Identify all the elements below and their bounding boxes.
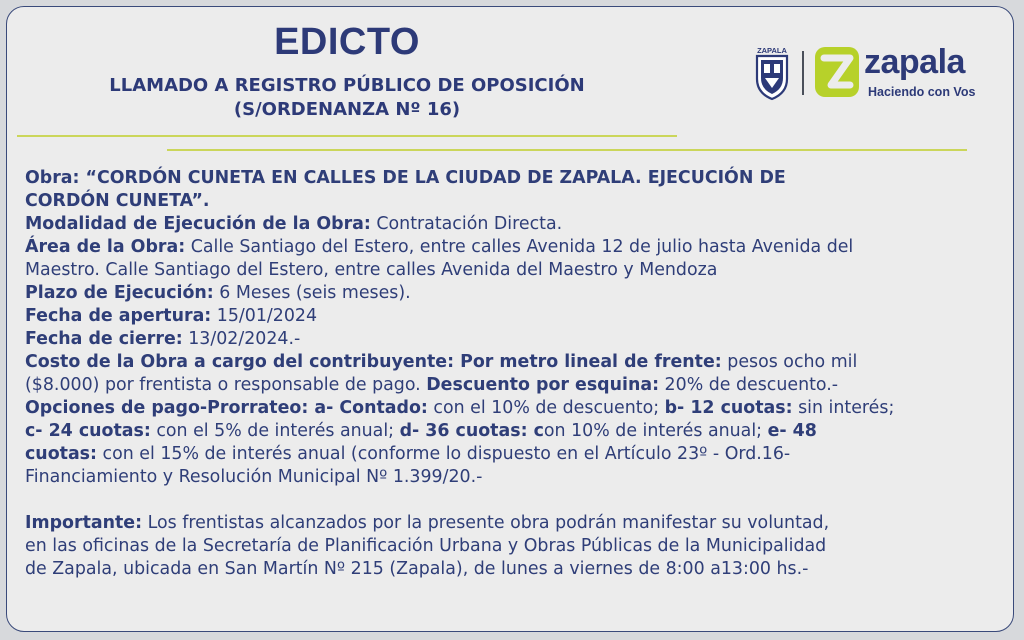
importante-value-2: en las oficinas de la Secretaría de Planificación Urbana y Obras Públicas de la Municipalidad	[25, 536, 827, 556]
z-brand-icon	[815, 47, 859, 97]
brand-name: zapala	[864, 43, 965, 81]
opciones-label: Opciones de pago-Prorrateo: a- Contado:	[25, 398, 428, 418]
page-title: EDICTO	[274, 21, 420, 63]
cierre-value: 13/02/2024.-	[182, 329, 301, 349]
subtitle-line-1: LLAMADO A REGISTRO PÚBLICO DE OPOSICIÓN	[109, 75, 585, 96]
opciones-e-value-1: con el 15% de interés anual (conforme lo dispuesto en el Artículo 23º - Ord.16-	[97, 444, 791, 464]
cierre-label: Fecha de cierre:	[25, 329, 183, 349]
brand-tagline: Haciendo con Vos	[868, 85, 976, 99]
obra-title-1: Obra: “CORDÓN CUNETA EN CALLES DE LA CIUDAD DE ZAPALA. EJECUCIÓN DE	[25, 168, 786, 188]
apertura-value: 15/01/2024	[211, 306, 318, 326]
opciones-c-value: con el 5% de interés anual;	[150, 421, 400, 441]
divider-top	[17, 135, 677, 137]
opciones-e-label-1: e- 48	[767, 421, 817, 441]
costo-line	[25, 351, 1003, 397]
plazo-line	[25, 282, 1003, 305]
zapala-logo	[752, 45, 992, 105]
opciones-d-label: d- 36 cuotas: c	[399, 421, 544, 441]
descuento-value: 20% de descuento.-	[659, 375, 839, 395]
opciones-line	[25, 397, 1003, 489]
modalidad-label: Modalidad de Ejecución de la Obra:	[25, 214, 371, 234]
modalidad-value: Contratación Directa.	[370, 214, 563, 234]
importante-label: Importante:	[25, 513, 143, 533]
logo-divider	[802, 51, 804, 95]
edict-card	[6, 6, 1014, 632]
costo-value-a: pesos ocho mil	[721, 352, 858, 372]
importante-value-3: de Zapala, ubicada en San Martín Nº 215 (Zapala), de lunes a viernes de 8:00 a13:00 hs.-	[25, 559, 809, 579]
municipal-shield-icon	[752, 45, 792, 101]
plazo-value: 6 Meses (seis meses).	[213, 283, 411, 303]
opciones-d-value: on 10% de interés anual;	[543, 421, 768, 441]
opciones-a-value: con el 10% de descuento;	[427, 398, 665, 418]
divider-bottom	[167, 149, 967, 151]
plazo-label: Plazo de Ejecución:	[25, 283, 214, 303]
opciones-e-label-2: cuotas:	[25, 444, 97, 464]
apertura-label: Fecha de apertura:	[25, 306, 212, 326]
importante-value-1: Los frentistas alcanzados por la presente obra podrán manifestar su voluntad,	[142, 513, 830, 533]
cierre-line	[25, 328, 1003, 351]
descuento-label: Descuento por esquina:	[426, 375, 660, 395]
area-line	[25, 236, 1003, 282]
edict-body	[25, 167, 1003, 581]
area-label: Área de la Obra:	[25, 237, 186, 257]
shield-text: ZAPALA	[757, 46, 787, 55]
obra-title-2: CORDÓN CUNETA”.	[25, 191, 210, 211]
costo-label: Costo de la Obra a cargo del contribuyente: Por metro lineal de frente:	[25, 352, 722, 372]
obra-line	[25, 167, 1003, 213]
area-value-1: Calle Santiago del Estero, entre calles Avenida 12 de julio hasta Avenida del	[185, 237, 854, 257]
modalidad-line	[25, 213, 1003, 236]
importante-paragraph	[25, 512, 1003, 581]
opciones-b-label: b- 12 cuotas:	[664, 398, 793, 418]
opciones-e-value-2: Financiamiento y Resolución Municipal Nº 1.399/20.-	[25, 467, 483, 487]
subtitle-line-2: (S/ORDENANZA Nº 16)	[233, 99, 461, 120]
opciones-b-value: sin interés;	[792, 398, 895, 418]
paragraph-gap	[25, 489, 1003, 512]
area-value-2: Maestro. Calle Santiago del Estero, entre calles Avenida del Maestro y Mendoza	[25, 260, 718, 280]
opciones-c-label: c- 24 cuotas:	[25, 421, 151, 441]
apertura-line	[25, 305, 1003, 328]
costo-value-b: ($8.000) por frentista o responsable de pago.	[25, 375, 427, 395]
